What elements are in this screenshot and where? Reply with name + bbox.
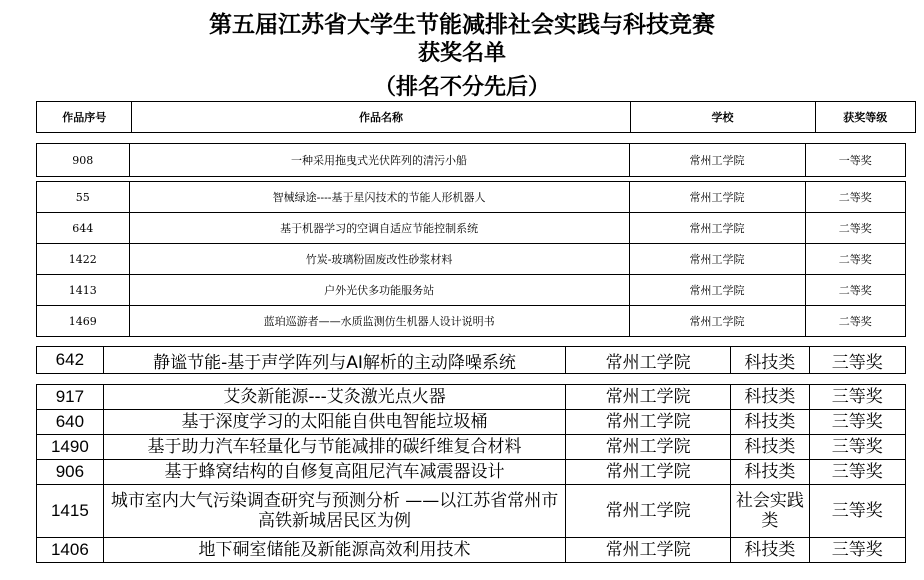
- cell-category: 科技类: [731, 410, 810, 435]
- cell-level: 三等奖: [809, 385, 905, 410]
- cell-category: 社会实践类: [731, 485, 810, 538]
- table-row: [37, 275, 906, 306]
- table-row: [37, 410, 906, 435]
- cell-level: 一等奖: [805, 144, 905, 177]
- cell-school: 常州工学院: [629, 144, 805, 177]
- cell-level: 三等奖: [809, 410, 905, 435]
- cell-name: 一种采用拖曳式光伏阵列的清污小船: [129, 144, 629, 177]
- cell-category: 科技类: [731, 385, 810, 410]
- table-row: [37, 244, 906, 275]
- cell-id: 917: [37, 385, 104, 410]
- header-id: 作品序号: [37, 102, 132, 133]
- cell-id: 644: [37, 213, 130, 244]
- table-row: [37, 306, 906, 337]
- cell-school: 常州工学院: [566, 538, 731, 563]
- cell-level: 二等奖: [805, 182, 905, 213]
- cell-category: 科技类: [731, 435, 810, 460]
- cell-school: 常州工学院: [629, 275, 805, 306]
- cell-level: 三等奖: [809, 347, 905, 374]
- cell-level: 二等奖: [805, 213, 905, 244]
- cell-name: 竹炭-玻璃粉固废改性砂浆材料: [129, 244, 629, 275]
- header-table: [36, 101, 916, 133]
- cell-id: 1415: [37, 485, 104, 538]
- cell-level: 二等奖: [805, 306, 905, 337]
- third-prize-table-a: [36, 346, 906, 374]
- cell-name: 基于助力汽车轻量化与节能减排的碳纤维复合材料: [103, 435, 566, 460]
- cell-category: 科技类: [731, 538, 810, 563]
- cell-id: 1422: [37, 244, 130, 275]
- document-subtitle: 获奖名单: [417, 41, 506, 66]
- table-row: [37, 435, 906, 460]
- cell-school: 常州工学院: [566, 435, 731, 460]
- cell-category: 科技类: [731, 460, 810, 485]
- cell-level: 三等奖: [809, 435, 905, 460]
- third-prize-table-b: [36, 384, 906, 563]
- second-prize-table: [36, 181, 906, 337]
- table-row: [37, 347, 906, 374]
- cell-school: 常州工学院: [566, 410, 731, 435]
- cell-level: 二等奖: [805, 244, 905, 275]
- cell-school: 常州工学院: [566, 485, 731, 538]
- cell-id: 908: [37, 144, 130, 177]
- cell-id: 1413: [37, 275, 130, 306]
- table-row: [37, 144, 906, 177]
- header-name: 作品名称: [132, 102, 630, 133]
- table-row: [37, 538, 906, 563]
- cell-name: 静谧节能-基于声学阵列与AI解析的主动降噪系统: [103, 347, 566, 374]
- cell-name: 城市室内大气污染调查研究与预测分析 ——以江苏省常州市高铁新城居民区为例: [103, 485, 566, 538]
- table-row: [37, 460, 906, 485]
- cell-level: 三等奖: [809, 460, 905, 485]
- table-row: [37, 182, 906, 213]
- table-row: [37, 385, 906, 410]
- cell-id: 1490: [37, 435, 104, 460]
- cell-id: 906: [37, 460, 104, 485]
- header-level: 获奖等级: [815, 102, 916, 133]
- cell-school: 常州工学院: [629, 213, 805, 244]
- cell-school: 常州工学院: [566, 385, 731, 410]
- cell-name: 基于蜂窝结构的自修复高阻尼汽车减震器设计: [103, 460, 566, 485]
- cell-id: 640: [37, 410, 104, 435]
- cell-school: 常州工学院: [629, 244, 805, 275]
- cell-level: 二等奖: [805, 275, 905, 306]
- cell-school: 常州工学院: [566, 347, 731, 374]
- header-school: 学校: [630, 102, 815, 133]
- first-prize-table: [36, 143, 906, 177]
- cell-id: 642: [37, 347, 104, 374]
- cell-name: 基于深度学习的太阳能自供电智能垃圾桶: [103, 410, 566, 435]
- cell-level: 三等奖: [809, 485, 905, 538]
- cell-id: 1469: [37, 306, 130, 337]
- cell-name: 基于机器学习的空调自适应节能控制系统: [129, 213, 629, 244]
- cell-level: 三等奖: [809, 538, 905, 563]
- cell-school: 常州工学院: [566, 460, 731, 485]
- cell-category: 科技类: [731, 347, 810, 374]
- document-note: （排名不分先后）: [373, 75, 550, 100]
- cell-id: 55: [37, 182, 130, 213]
- header-row: [37, 102, 916, 133]
- table-row: [37, 213, 906, 244]
- cell-name: 地下硐室储能及新能源高效利用技术: [103, 538, 566, 563]
- cell-name: 户外光伏多功能服务站: [129, 275, 629, 306]
- document-title: 第五届江苏省大学生节能减排社会实践与科技竞赛: [209, 12, 715, 38]
- table-row: [37, 485, 906, 538]
- cell-name: 艾灸新能源---艾灸激光点火器: [103, 385, 566, 410]
- cell-name: 智械绿途----基于星闪技术的节能人形机器人: [129, 182, 629, 213]
- cell-name: 蓝珀巡游者——水质监测仿生机器人设计说明书: [129, 306, 629, 337]
- cell-school: 常州工学院: [629, 182, 805, 213]
- cell-school: 常州工学院: [629, 306, 805, 337]
- cell-id: 1406: [37, 538, 104, 563]
